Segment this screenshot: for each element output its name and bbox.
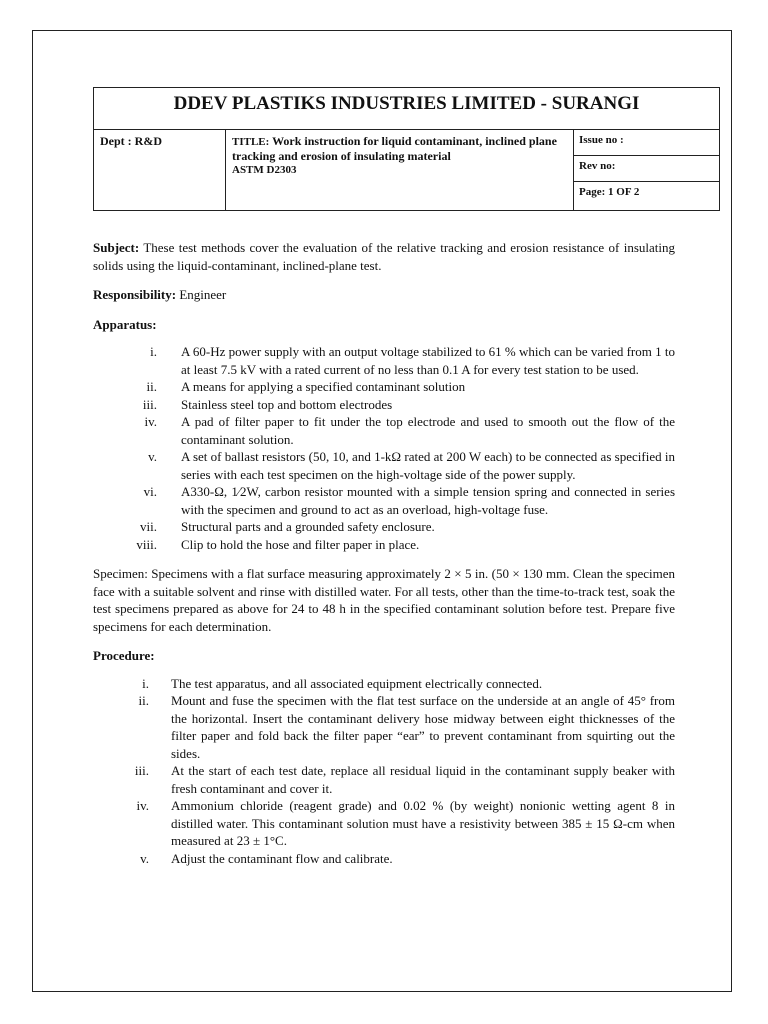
page-number: Page: 1 OF 2 — [579, 186, 640, 198]
issue-no: Issue no : — [574, 130, 719, 156]
list-item: iii. Stainless steel top and bottom electrodes — [142, 396, 393, 412]
apparatus-heading: Apparatus: — [93, 316, 157, 332]
document-header-table — [93, 87, 720, 211]
company-name: DDEV PLASTIKS INDUSTRIES LIMITED - SURANGI — [94, 88, 719, 130]
responsibility-paragraph — [93, 286, 675, 304]
subject-paragraph — [93, 239, 675, 274]
standard-code: ASTM D2303 — [232, 164, 297, 176]
title-cell — [226, 130, 574, 210]
apparatus-list — [93, 343, 675, 553]
department-cell: Dept : R&D — [94, 130, 226, 210]
list-item: vi. A330-Ω, 1⁄2W, carbon resistor mounted with a simple tension spring and connected in series with the specimen and ground to act as an overload, high-voltage fuse. — [143, 484, 675, 517]
list-item: i. The test apparatus, and all associated equipment electrically connected. — [142, 675, 543, 691]
specimen-paragraph: Specimen: Specimens with a flat surface measuring approximately 2 × 5 in. (50 × 130 mm. Clean the specimen face with a suitable solvent and rinse with distilled water. For all tests, other than the time-to-track test, soak the test specimens prepared as above for 24 to 48 h in the specified contaminant solution before test. Prepare five specimens for each determination. — [93, 566, 675, 634]
list-item: i. A 60-Hz power supply with an output voltage stabilized to 61 % which can be varied from 1 to at least 7.5 kV with a rated current of no less than 0.1 A for every test station to be used. — [150, 344, 675, 377]
list-item: iv. A pad of filter paper to fit under the top electrode and used to smooth out the flow of the contaminant solution. — [144, 414, 675, 447]
list-item: ii. A means for applying a specified contaminant solution — [146, 379, 466, 394]
rev-no: Rev no: — [574, 156, 719, 182]
list-item: viii. Clip to hold the hose and filter paper in place. — [136, 536, 420, 552]
header-info-row — [94, 130, 719, 210]
list-item: iii. At the start of each test date, replace all residual liquid in the contaminant supply beaker with fresh contaminant and cover it. — [134, 763, 675, 796]
procedure-list — [93, 675, 675, 868]
title-label: TITLE: — [232, 136, 270, 148]
title-text: Work instruction for liquid contaminant, inclined plane tracking and erosion of insulating material — [232, 134, 557, 163]
document-body — [93, 239, 675, 867]
responsibility-label: Responsibility: — [93, 287, 177, 302]
subject-text: These test methods cover the evaluation of the relative tracking and erosion resistance of insulating solids using the liquid-contaminant, inclined-plane test. — [93, 240, 675, 273]
subject-label: Subject: — [93, 240, 140, 255]
list-item: vii. Structural parts and a grounded safety enclosure. — [140, 519, 435, 534]
revision-cells — [574, 130, 719, 210]
list-item: v. A set of ballast resistors (50, 10, and 1-kΩ rated at 200 W each) to be connected as specified in series with each test specimen on the high-voltage side of the power supply. — [148, 449, 675, 482]
list-item: iv. Ammonium chloride (reagent grade) and 0.02 % (by weight) nonionic wetting agent 8 in distilled water. This contaminant solution must have a resistivity between 385 ± 15 Ω-cm when measured at 23 ± 1°C. — [136, 798, 675, 848]
procedure-heading: Procedure: — [93, 648, 155, 663]
list-item: v. Adjust the contaminant flow and calibrate. — [140, 850, 393, 866]
list-item: ii. Mount and fuse the specimen with the flat test surface on the underside at an angle of 45° from the horizontal. Insert the contaminant delivery hose midway between eight thicknesses of the filter paper and fold back the filter paper “ear” to prevent contaminant from squirting out the sides. — [138, 693, 675, 761]
responsibility-text: Engineer — [176, 287, 227, 302]
